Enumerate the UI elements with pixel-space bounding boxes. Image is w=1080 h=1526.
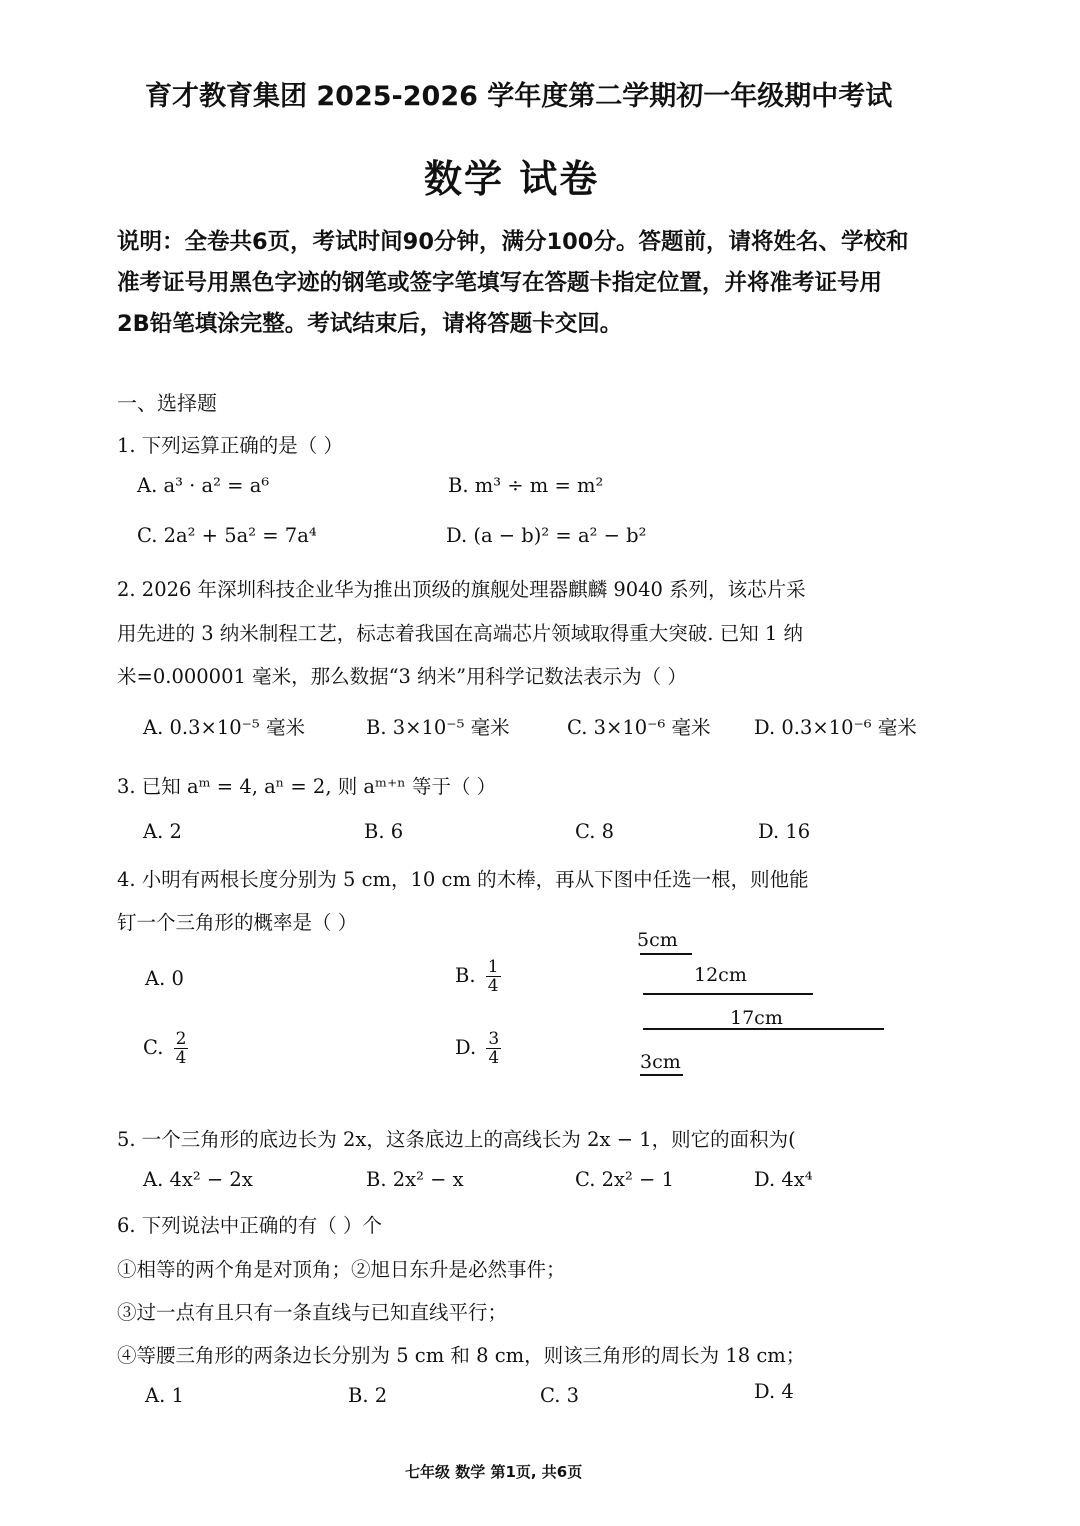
question-5-option-c: C. 2x² − 1 bbox=[575, 1168, 674, 1191]
question-5-option-a: A. 4x² − 2x bbox=[143, 1168, 253, 1191]
question-6-statement-2: ③过一点有且只有一条直线与已知直线平行； bbox=[117, 1301, 508, 1324]
question-1-option-b: B. m³ ÷ m = m² bbox=[448, 474, 604, 497]
option-c-label: C. bbox=[143, 1036, 164, 1059]
question-3-option-a: A. 2 bbox=[143, 820, 182, 843]
question-6-statement-1: ①相等的两个角是对顶角；②旭日东升是必然事件； bbox=[117, 1258, 566, 1281]
question-2-line-1: 2. 2026 年深圳科技企业华为推出顶级的旗舰处理器麒麟 9040 系列，该芯片采 bbox=[117, 578, 806, 601]
question-6-option-c: C. 3 bbox=[540, 1384, 580, 1407]
stick-label-5cm: 5cm bbox=[637, 929, 678, 951]
question-4-option-d bbox=[455, 1030, 501, 1067]
question-3-option-c: C. 8 bbox=[575, 820, 615, 843]
question-1-option-a: A. a³ · a² = a⁶ bbox=[137, 474, 270, 497]
question-6-stem: 6. 下列说法中正确的有（ ）个 bbox=[117, 1214, 383, 1237]
page-title: 数学 试卷 bbox=[424, 157, 600, 201]
fraction-numerator: 1 bbox=[487, 957, 499, 977]
instructions bbox=[117, 222, 908, 345]
question-1-stem: 1. 下列运算正确的是（ ） bbox=[117, 434, 344, 457]
instructions-label: 说明： bbox=[117, 229, 185, 255]
page-footer: 七年级 数学 第1页, 共6页 bbox=[405, 1463, 583, 1481]
fraction-numerator: 3 bbox=[488, 1029, 500, 1049]
option-b-label: B. bbox=[455, 964, 476, 987]
option-b-fraction bbox=[486, 958, 501, 995]
fraction-denominator: 4 bbox=[488, 1048, 500, 1068]
option-c-fraction bbox=[174, 1030, 189, 1067]
question-2-option-b: B. 3×10⁻⁵ 毫米 bbox=[366, 716, 510, 739]
instructions-line-1: 全卷共6页，考试时间90分钟，满分100分。答题前，请将姓名、学校和 bbox=[184, 229, 909, 255]
section-title: 一、选择题 bbox=[117, 391, 217, 415]
question-3-option-d: D. 16 bbox=[758, 820, 811, 843]
question-4-line-2: 钉一个三角形的概率是（ ） bbox=[117, 911, 358, 934]
question-1-option-d: D. (a − b)² = a² − b² bbox=[446, 524, 647, 547]
stick-label-3cm: 3cm bbox=[640, 1051, 681, 1073]
question-5-stem: 5. 一个三角形的底边长为 2x，这条底边上的高线长为 2x − 1，则它的面积为( bbox=[117, 1128, 796, 1151]
stick-label-17cm: 17cm bbox=[730, 1007, 783, 1029]
instructions-line-2: 准考证号用黑色字迹的钢笔或签字笔填写在答题卡指定位置，并将准考证号用 bbox=[117, 270, 883, 296]
fraction-denominator: 4 bbox=[175, 1048, 187, 1068]
question-6-statement-3: ④等腰三角形的两条边长分别为 5 cm 和 8 cm，则该三角形的周长为 18 cm； bbox=[117, 1344, 806, 1367]
option-d-fraction bbox=[486, 1030, 501, 1067]
question-1-option-c: C. 2a² + 5a² = 7a⁴ bbox=[137, 524, 317, 547]
question-4-option-a: A. 0 bbox=[145, 967, 184, 990]
question-3-option-b: B. 6 bbox=[364, 820, 404, 843]
stick-label-12cm: 12cm bbox=[694, 964, 747, 986]
question-4-option-c bbox=[143, 1030, 188, 1067]
question-5-option-b: B. 2x² − x bbox=[366, 1168, 464, 1191]
instructions-line-3: 2B铅笔填涂完整。考试结束后，请将答题卡交回。 bbox=[117, 311, 623, 337]
question-4-option-b bbox=[455, 958, 501, 995]
question-6-option-d: D. 4 bbox=[754, 1380, 794, 1403]
question-5-option-d: D. 4x⁴ bbox=[754, 1168, 813, 1191]
question-2-option-d: D. 0.3×10⁻⁶ 毫米 bbox=[754, 716, 917, 739]
fraction-denominator: 4 bbox=[487, 976, 499, 996]
question-2-line-2: 用先进的 3 纳米制程工艺，标志着我国在高端芯片领域取得重大突破. 已知 1 纳 bbox=[117, 622, 804, 645]
question-4-line-1: 4. 小明有两根长度分别为 5 cm，10 cm 的木棒，再从下图中任选一根，则他能 bbox=[117, 868, 809, 891]
question-2-option-c: C. 3×10⁻⁶ 毫米 bbox=[567, 716, 711, 739]
question-6-option-a: A. 1 bbox=[145, 1384, 184, 1407]
question-2-line-3: 米=0.000001 毫米，那么数据“3 纳米”用科学记数法表示为（ ） bbox=[117, 665, 687, 688]
option-d-label: D. bbox=[455, 1036, 477, 1059]
stick-5cm bbox=[640, 953, 692, 955]
exam-header: 育才教育集团 2025-2026 学年度第二学期初一年级期中考试 bbox=[145, 81, 893, 112]
question-6-option-b: B. 2 bbox=[348, 1384, 388, 1407]
fraction-numerator: 2 bbox=[175, 1029, 187, 1049]
question-3-stem: 3. 已知 aᵐ = 4, aⁿ = 2, 则 aᵐ⁺ⁿ 等于（ ） bbox=[117, 775, 497, 798]
question-2-option-a: A. 0.3×10⁻⁵ 毫米 bbox=[143, 716, 305, 739]
stick-12cm bbox=[643, 993, 813, 995]
stick-17cm bbox=[643, 1028, 884, 1030]
stick-3cm bbox=[640, 1074, 683, 1076]
